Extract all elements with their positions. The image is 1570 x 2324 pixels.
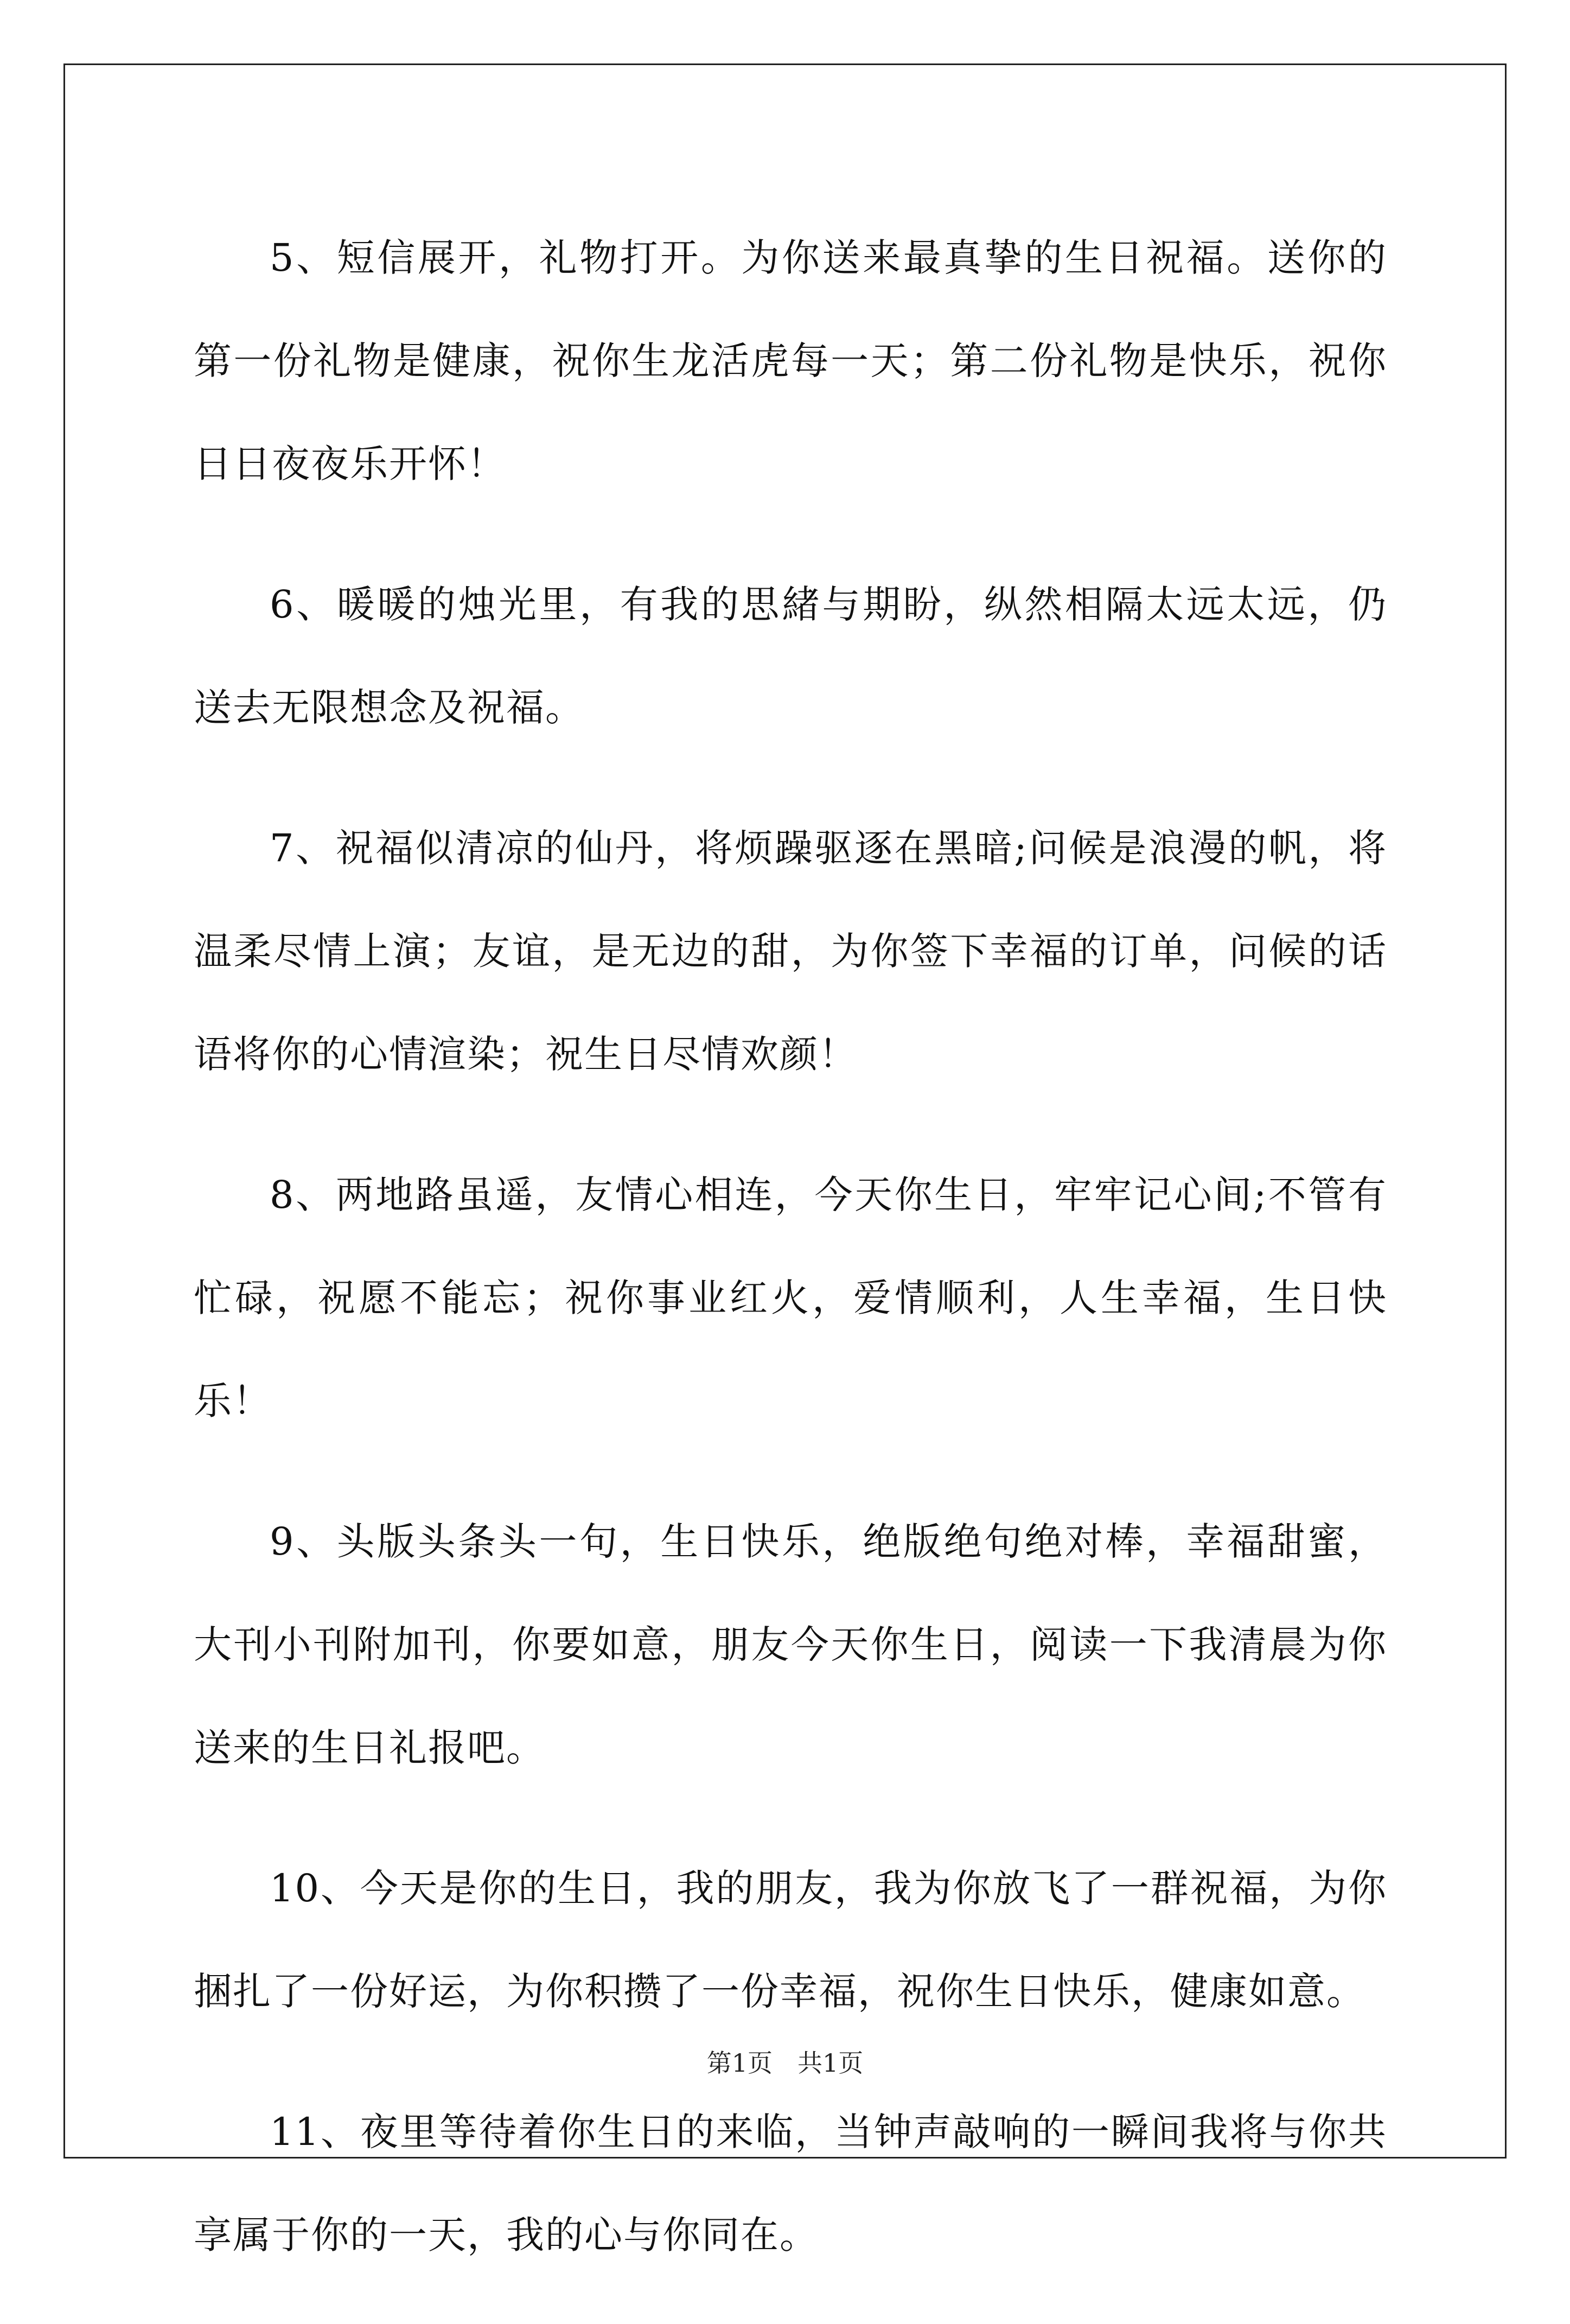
paragraph-9: 9、头版头条头一句，生日快乐，绝版绝句绝对棒，幸福甜蜜，大刊小刊附加刊，你要如意，朋友今天你生日，阅读一下我清晨为你送来的生日礼报吧。 — [194, 1519, 1387, 1770]
paragraph-7: 7、祝福似清凉的仙丹，将烦躁驱逐在黑暗;问候是浪漫的帆，将温柔尽情上演；友谊，是无边的甜，为你签下幸福的订单，问候的话语将你的心情渲染；祝生日尽情欢颜！ — [194, 826, 1387, 1077]
paragraph-8: 8、两地路虽遥，友情心相连，今天你生日，牢牢记心间;不管有忙碌，祝愿不能忘；祝你事业红火，爱情顺利，人生幸福，生日快乐！ — [194, 1173, 1387, 1423]
paragraph-6: 6、暖暖的烛光里，有我的思緒与期盼，纵然相隔太远太远，仍送去无限想念及祝福。 — [194, 582, 1387, 730]
paragraph-10: 10、今天是你的生日，我的朋友，我为你放飞了一群祝福，为你捆扎了一份好运，为你积攒了一份幸福，祝你生日快乐，健康如意。 — [194, 1866, 1387, 2014]
paragraph-5: 5、短信展开，礼物打开。为你送来最真挚的生日祝福。送你的第一份礼物是健康，祝你生龙活虎每一天；第二份礼物是快乐，祝你日日夜夜乐开怀！ — [194, 235, 1387, 486]
page-footer: 第1页 共1页 — [706, 2048, 864, 2078]
document-body — [194, 206, 1387, 2324]
paragraph-11: 11、夜里等待着你生日的来临，当钟声敲响的一瞬间我将与你共享属于你的一天，我的心与你同在。 — [194, 2110, 1387, 2257]
